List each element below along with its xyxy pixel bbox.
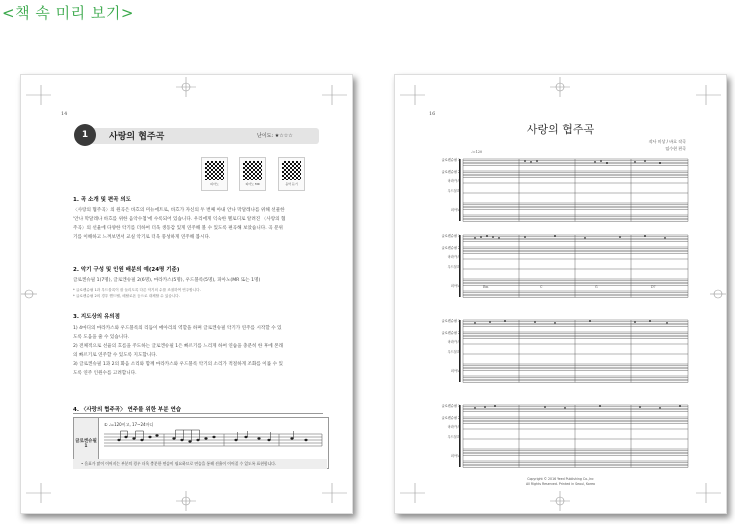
chord-symbol: D7 [651, 285, 656, 289]
qr-label: 음악 듣기 [285, 182, 298, 186]
difficulty-rating: 난이도: ★☆☆☆ [257, 133, 293, 139]
body-line: 2) 전체적으로 선율의 흐름을 주도하는 글로켄슈필 1은 빠르기를 느리게 하여 연습을 충분히 한 후에 본래 [73, 344, 284, 349]
note-line: * 글로켄슈필 2의 경우 핸드벨, 메탈로폰 등으로 대체할 수 있습니다. [73, 294, 180, 298]
section-heading: 1. 곡 소개 및 편곡 의도 [73, 197, 131, 203]
qr-label: 피아노 MR [245, 182, 260, 186]
copyright [395, 477, 726, 487]
body-line: '안나 막달레나 바흐를 위한 음악수첩'에 수록되어 있습니다. 우리에게 익숙한 멜로디로 알려진 〈사랑의 협 [73, 217, 286, 222]
practice-note: • 음표가 많이 이어지는 부분의 경우 더욱 충분한 연습이 필요하므로 연습을 통해 선율이 이어질 수 있도록 표현합니다. [73, 459, 327, 469]
score-credit-composer: 작사 미상 / 바흐 작곡 [648, 139, 686, 144]
instrument-label: 우드블록 [447, 350, 460, 354]
section-body [73, 324, 323, 378]
instrument-label: 피아노 [450, 284, 460, 288]
instrument-label: 글로켄슈필 2 [441, 331, 460, 335]
body-line: 주곡〉의 선율에 다양한 악기를 더하여 더욱 생동감 있게 연주해 볼 수 있도록 편곡해 보았습니다. 곡 분위 [73, 226, 283, 231]
section-body [73, 276, 323, 285]
chord-symbol: G [595, 285, 598, 289]
chord-symbol: Em [483, 285, 489, 289]
instrument-label: 우드블록 [447, 435, 460, 439]
qr-label: 피아노 [210, 182, 219, 186]
qr-code-icon [282, 161, 301, 180]
instrument-label: 피아노 [450, 454, 460, 458]
qr-listen[interactable] [278, 157, 305, 191]
copyright-line: Copyright © 2016 Yeed Publishing Co.,Inc [527, 477, 594, 481]
instrument-label: 글로켄슈필 2 [441, 170, 460, 174]
left-page-number: 14 [61, 111, 68, 117]
section-divider [73, 413, 323, 414]
copyright-line: All Rights Reserved. Printed in Seoul, Korea [525, 482, 596, 486]
instrument-label: 마라카스 [447, 255, 460, 259]
preview-heading: <책 속 미리 보기> [2, 4, 134, 22]
body-line: 기를 이해하고 느껴보면서 교실 악기로 더욱 풍성하게 연주해 봅시다. [73, 235, 211, 240]
instrument-label: 글로켄슈필 2 [441, 246, 460, 250]
instrument-label: 마라카스 [447, 179, 460, 183]
chord-symbol: C [540, 285, 543, 289]
section-heading: 4. 〈사랑의 협주곡〉 연주를 위한 부분 연습 [73, 407, 182, 413]
song-title: 사랑의 협주곡 [109, 132, 165, 142]
body-line: 글로켄슈필 1(7명), 글로켄슈필 2(6명), 마라카스(5명), 우드블록(5명), 피아노(MR 또는 1명) [73, 278, 261, 283]
right-page-number: 16 [429, 111, 436, 117]
body-line: 의 빠르기로 연주할 수 있도록 지도합니다. [73, 353, 158, 358]
body-line: 3) 글로켄슈필 1과 2의 화음 소리와 함께 마라카스와 우드블록 악기의 소리가 적절하게 조화를 이룰 수 있 [73, 362, 283, 367]
instrument-label: 마라카스 [447, 425, 460, 429]
note-line: * 글로켄슈필 1과 우드블록이 잘 들리도록 다른 악기의 수를 조절하여 연주합니다. [73, 288, 201, 292]
instrument-label: 글로켄슈필 1 [441, 234, 460, 238]
body-line: 도록 도움을 줄 수 있습니다. [73, 335, 130, 340]
instrument-label: 우드블록 [447, 189, 460, 193]
practice-tempo: ① ♩=120이고, 17~24마디 [104, 422, 154, 427]
instrument-label: 피아노 [450, 208, 460, 212]
score-title: 사랑의 협주곡 [526, 123, 595, 136]
body-line: 1) 4마디의 마라카스와 우드블록의 리듬이 메아리의 역할을 하며 글로켄슈필 악기가 연주를 시작할 수 있 [73, 326, 282, 331]
instrument-label: 우드블록 [447, 265, 460, 269]
score-tempo: ♩=120 [471, 150, 483, 154]
section-heading: 3. 지도상의 유의점 [73, 314, 120, 320]
qr-piano-mr[interactable] [239, 157, 266, 191]
score-credit-arranger: 임수현 편곡 [665, 146, 686, 151]
instrument-label: 글로켄슈필 1 [441, 404, 460, 408]
section-body [73, 206, 323, 242]
left-page [20, 74, 353, 514]
score-systems [395, 75, 726, 513]
section-heading: 2. 악기 구성 및 인원 배분의 예(24명 기준) [73, 267, 180, 273]
instrument-label: 글로켄슈필 2 [441, 416, 460, 420]
instrument-label: 마라카스 [447, 340, 460, 344]
instrument-label: 글로켄슈필 1 [441, 319, 460, 323]
practice-instrument-label: 글로켄슈필 1 [74, 418, 99, 468]
right-page [394, 74, 727, 514]
qr-piano[interactable] [201, 157, 228, 191]
qr-code-icon [205, 161, 224, 180]
instrument-label: 피아노 [450, 369, 460, 373]
song-number-badge: 1 [74, 124, 96, 146]
body-line: 〈사랑의 협주곡〉의 원곡은 바흐의 미뉴에트로, 바흐가 자신의 두 번째 아내 안나 막달레나를 위해 선물한 [73, 208, 285, 213]
section-notes [73, 287, 323, 299]
instrument-label: 글로켄슈필 1 [441, 158, 460, 162]
qr-code-icon [243, 161, 262, 180]
body-line: 도록 연주 인원수를 고려합니다. [73, 371, 137, 376]
